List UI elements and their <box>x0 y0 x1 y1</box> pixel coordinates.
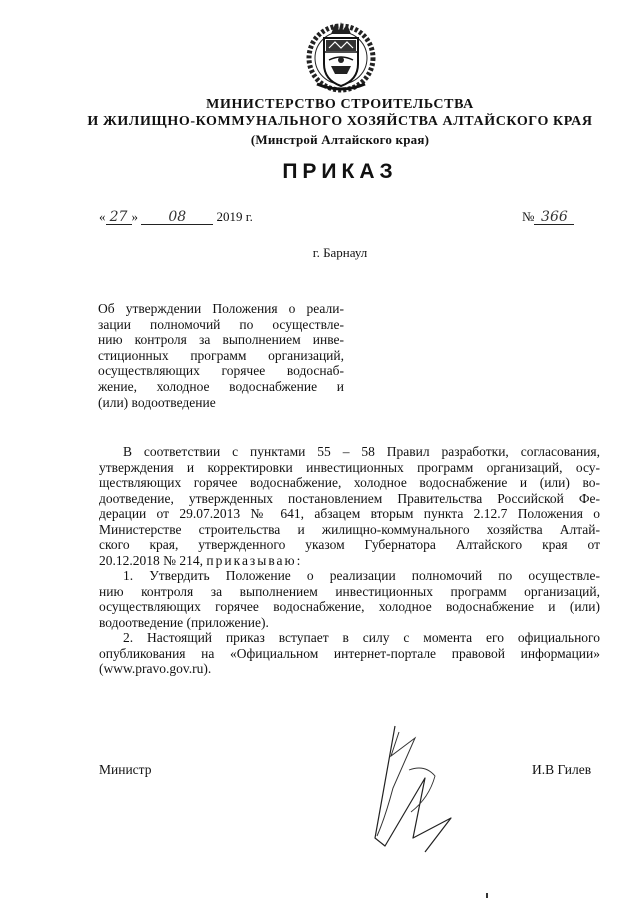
preamble-last-text: 20.12.2018 № 214, <box>99 552 204 568</box>
date-close-quote: » <box>131 209 138 224</box>
signatory-name: И.В Гилев <box>532 762 592 777</box>
date-day: 27 <box>109 209 128 225</box>
item1-line: водоотведение (приложение). <box>99 614 269 630</box>
subject-line: (или) водоотведение <box>98 394 216 410</box>
ministry-name-line2: И ЖИЛИЩНО-КОММУНАЛЬНОГО ХОЗЯЙСТВА АЛТАЙСКОГО КРАЯ <box>87 114 593 129</box>
item2-line: опубликования на «Официальном интернет-портале правовой информации» <box>99 645 600 661</box>
signatory-title: Министр <box>99 762 152 777</box>
ministry-short-name: (Минстрой Алтайского края) <box>250 132 430 147</box>
coat-of-arms-emblem <box>299 14 383 94</box>
city-name: г. Барнаул <box>312 245 368 260</box>
date-year: 2019 г. <box>216 209 253 224</box>
number-value: 366 <box>541 209 568 225</box>
subject-line: Об утверждении Положения о реали- <box>98 301 344 316</box>
body-line: утверждения и корректировки инвестиционных программ организаций, осу- <box>99 459 600 475</box>
number-label: № <box>522 209 535 224</box>
subject-line: зации полномочий по осуществле- <box>98 316 344 332</box>
date-day-field <box>106 210 132 225</box>
body-line: дерации от 29.07.2013 № 641, абзацем вторым пункта 2.12.7 Положения о <box>99 506 600 521</box>
date-open-quote: « <box>99 209 106 224</box>
date-month: 08 <box>168 209 187 225</box>
document-type-title: ПРИКАЗ <box>282 160 398 183</box>
scan-mark <box>486 893 488 898</box>
item1-line: нию контроля за выполнением инвестиционных программ организаций, <box>99 583 600 599</box>
subject-line: осуществляющих горячее водоснаб- <box>98 363 344 379</box>
body-line: Министерстве строительства и жилищно-коммунального хозяйства Алтай- <box>99 521 600 537</box>
number-field <box>534 210 574 225</box>
body-line: доотведение, утвержденных постановлением Правительства Российской Фе- <box>99 490 600 506</box>
subject-line: нию контроля за выполнением инве- <box>98 332 344 348</box>
date-month-field <box>141 210 213 225</box>
body-line: ществляющих горячее водоснабжение, холодное водоснабжение и (или) во- <box>99 475 600 490</box>
subject-line: стиционных программ организаций, <box>98 347 344 363</box>
body-line: ского края, утвержденного указом Губернатора Алтайского края от <box>99 537 600 552</box>
subject-line: жение, холодное водоснабжение и <box>98 378 344 394</box>
ministry-name-line1: МИНИСТЕРСТВО СТРОИТЕЛЬСТВА <box>206 97 474 112</box>
item1-line: 1. Утвердить Положение о реализации полномочий по осуществле- <box>123 568 600 583</box>
item2-line: 2. Настоящий приказ вступает в силу с момента его официального <box>123 630 600 645</box>
body-line: В соответствии с пунктами 55 – 58 Правил разработки, согласования, <box>123 444 600 459</box>
handwritten-signature <box>355 718 465 858</box>
body-line <box>99 553 600 569</box>
item2-line: (www.pravo.gov.ru). <box>99 661 212 676</box>
order-number <box>522 209 574 225</box>
order-word: приказываю: <box>206 552 303 568</box>
order-subject <box>98 301 344 410</box>
item1-line: осуществляющих горячее водоснабжение, холодное водоснабжение и (или) <box>99 599 600 614</box>
order-date <box>99 209 253 225</box>
order-body <box>99 444 600 677</box>
